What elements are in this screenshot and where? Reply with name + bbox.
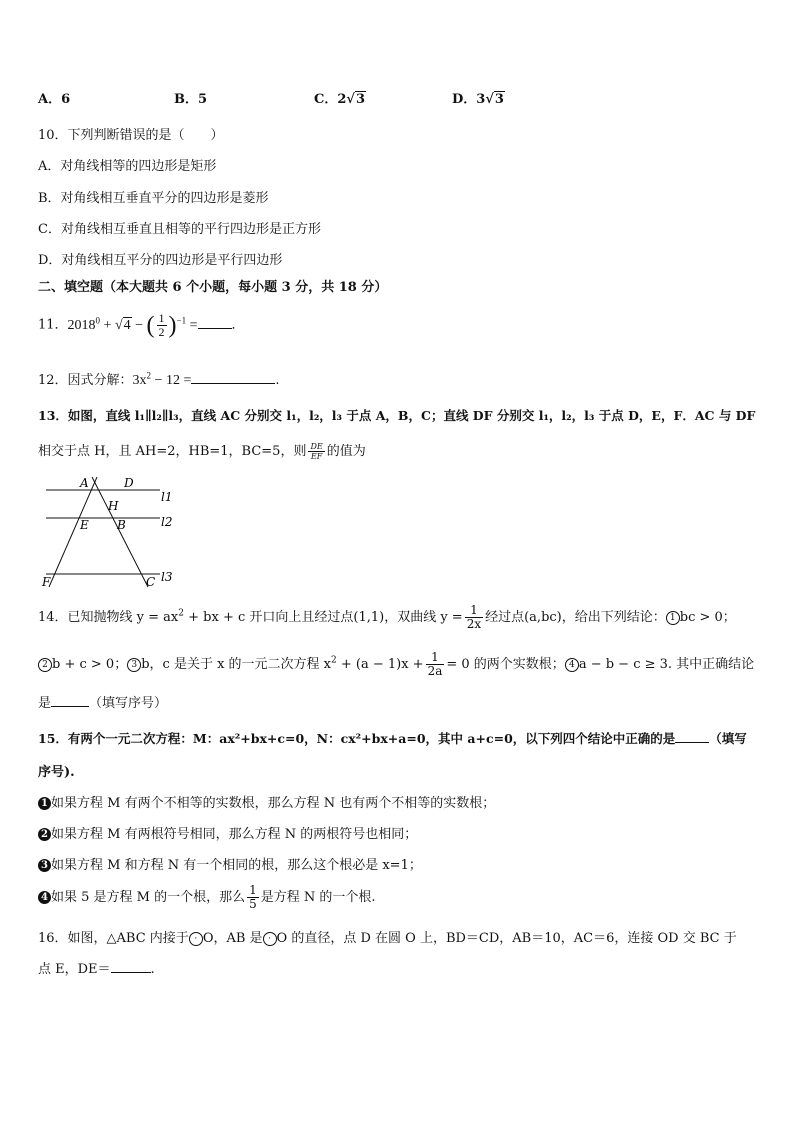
q16-answer-blank[interactable] xyxy=(111,960,151,973)
q14-line1: 14．已知抛物线 $y = ax^2$ + bx + c 开口向上且经过点(1,1)，双曲线 y = $\frac{1}{2x}$ 经过点(a,bc)，给出下列结论： 1 bc > 0； xyxy=(38,603,736,631)
q10-option-c: C．对角线相互垂直且相等的平行四边形是正方形 xyxy=(38,222,321,237)
q13-line1: 13．如图，直线 l₁∥l₂∥l₃，直线 AC 分别交 l₁，l₂，l₃ 于点 A，B，C；直线 DF 分别交 l₁，l₂，l₃ 于点 D，E，F．AC 与 DF xyxy=(38,408,756,423)
q10-option-d: D．对角线相互平分的四边形是平行四边形 xyxy=(38,253,283,268)
q9-option-d: D．3√3 xyxy=(452,92,504,107)
point-d-label: D xyxy=(124,476,134,490)
point-h-label: H xyxy=(108,499,119,513)
q12-answer-blank[interactable] xyxy=(191,371,275,384)
q15-item-1: 1 如果方程 M 有两个不相等的实数根，那么方程 N 也有两个不相等的实数根； xyxy=(38,792,495,811)
q13-figure xyxy=(36,474,178,590)
q13-line2: 相交于点 H，且 AH=2，HB=1，BC=5，则 $\frac{DE}{EF}$ 的值为 xyxy=(38,442,366,461)
q15-item-4: 4 如果 5 是方程 M 的一个根，那么 $\frac{1}{5}$ 是方程 N 的一个根. xyxy=(38,884,376,911)
q14-answer-blank[interactable] xyxy=(51,694,89,707)
circle-o-symbol: · xyxy=(189,932,203,946)
point-e-label: E xyxy=(80,518,89,532)
q15-answer-blank[interactable] xyxy=(675,730,709,743)
circle-o-symbol: · xyxy=(263,932,277,946)
q15-item-2: 2 如果方程 M 有两根符号相同，那么方程 N 的两根符号也相同； xyxy=(38,823,417,842)
point-b-label: B xyxy=(117,518,126,532)
q14-line3: 是 （填写序号） xyxy=(38,696,168,711)
q11-answer-blank[interactable] xyxy=(198,316,232,329)
q9-option-b: B．5 xyxy=(174,92,208,107)
line-df xyxy=(49,477,97,587)
q10-option-b: B．对角线相互垂直平分的四边形是菱形 xyxy=(38,191,269,206)
point-a-label: A xyxy=(80,476,89,490)
line-l1-label: l1 xyxy=(161,490,173,504)
line-l3-label: l3 xyxy=(161,570,173,584)
line-l2-label: l2 xyxy=(161,515,173,529)
q16-line2: 点 E，DE＝ . xyxy=(38,962,155,977)
q15-item-3: 3 如果方程 M 和方程 N 有一个相同的根，那么这个根必是 x=1； xyxy=(38,854,422,873)
q9-option-a: A．6 xyxy=(38,92,71,107)
circle-2-mark: 2 xyxy=(38,658,52,672)
q12: 12．因式分解：$3x^2 - 12$ = . xyxy=(38,370,280,388)
q10-stem: 10．下列判断错误的是（ ） xyxy=(38,128,224,143)
circle-4-mark: 4 xyxy=(565,658,579,672)
q16-line1: 16．如图，△ABC 内接于 · O，AB 是 · O 的直径，点 D 在圆 O 上，BD＝CD，AB＝10，AC＝6，连接 OD 交 BC 于 xyxy=(38,931,737,946)
section-fill-in-header: 二、填空题（本大题共 6 个小题，每小题 3 分，共 18 分） xyxy=(38,280,388,295)
q10-option-a: A．对角线相等的四边形是矩形 xyxy=(38,159,217,174)
point-c-label: C xyxy=(146,575,156,589)
line-ac xyxy=(92,477,148,587)
circle-1-mark: 1 xyxy=(666,611,680,625)
q11: 11．$2018^0 + √4$ − ( $\frac{1}{2}$ )$^{-1}$ = ． xyxy=(38,311,245,339)
point-f-label: F xyxy=(42,575,51,589)
q15-line2: 序号). xyxy=(38,765,75,780)
q14-line2: 2 b + c > 0； 3 b，c 是关于 x 的一元二次方程 $x^2 + (a - 1)x$ + $\frac{1}{2a}$ = 0 的两个实数根； 4 a − b − c ≥ 3. 其中正确结论 xyxy=(38,651,754,678)
circle-3-mark: 3 xyxy=(127,658,141,672)
q15-line1: 15．有两个一元二次方程：M：ax²+bx+c=0，N：cx²+bx+a=0，其中 a+c=0，以下列四个结论中正确的是 （填写 xyxy=(38,731,747,746)
q9-option-c: C．2√3 xyxy=(314,92,365,107)
